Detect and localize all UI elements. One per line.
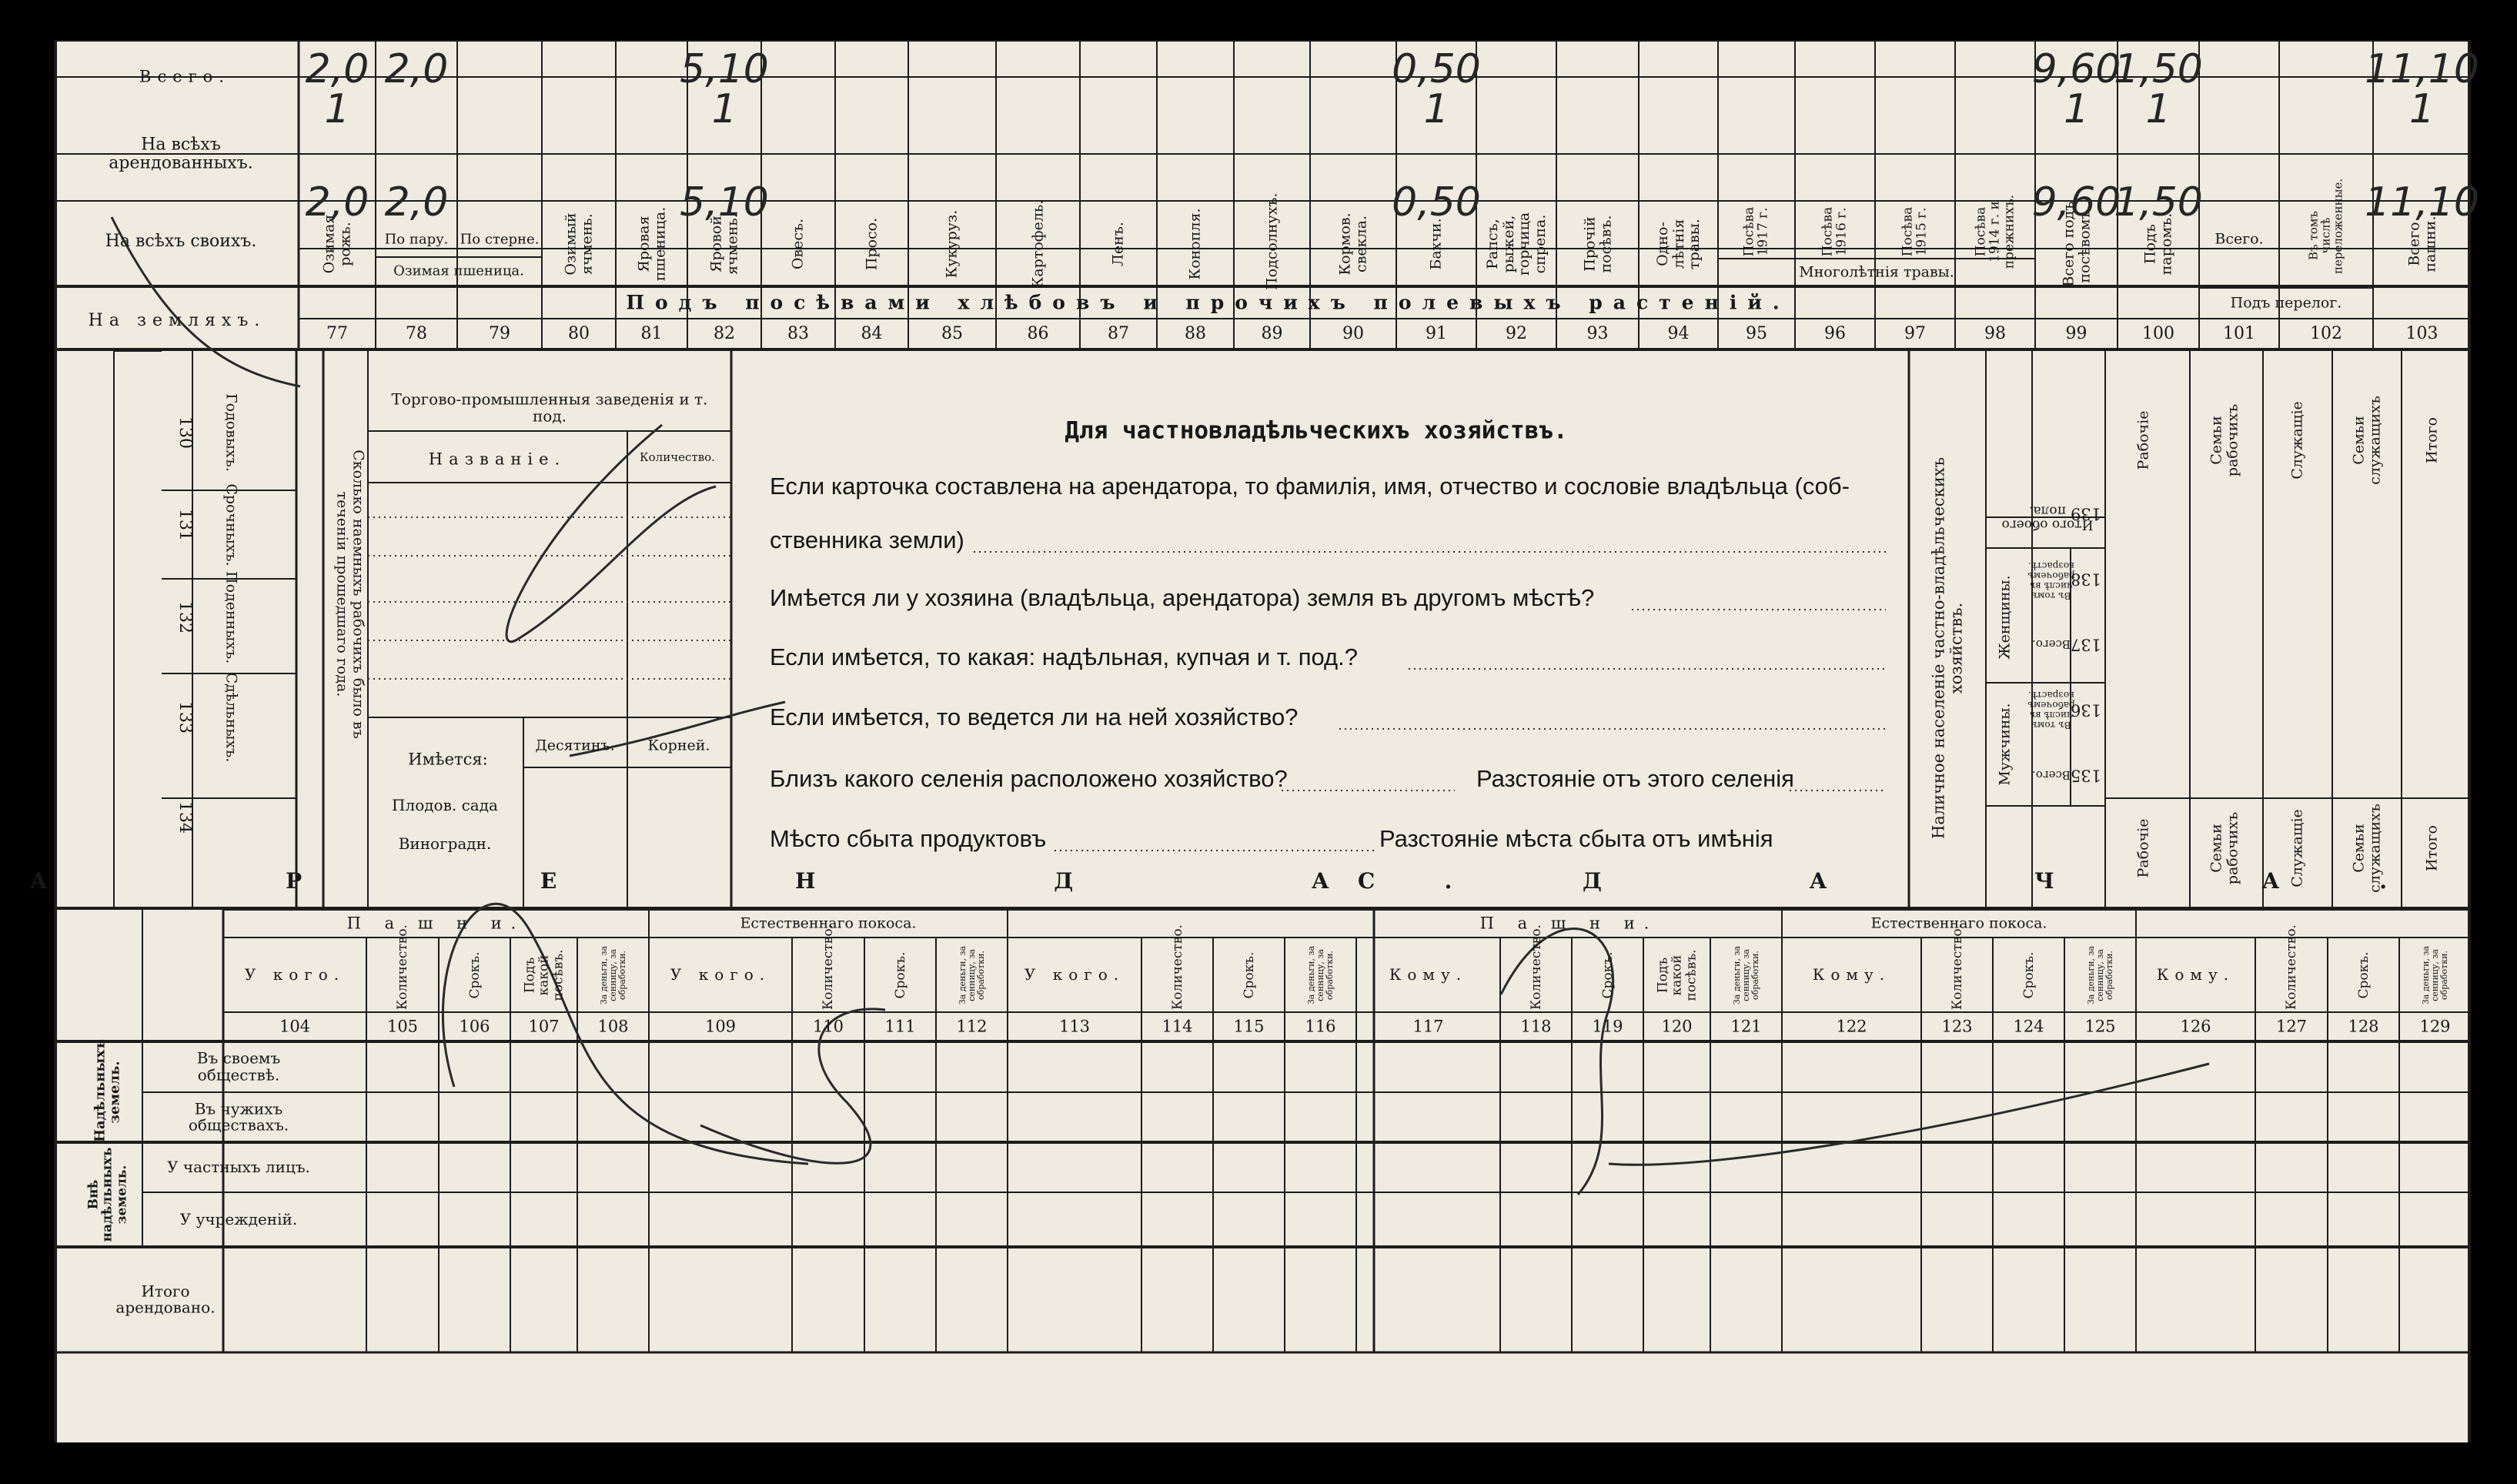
bottom-col-header-121: За деньги, за сенницу, за обработки. xyxy=(1731,945,1760,1004)
bottom-col-number-107: 107 xyxy=(528,1017,560,1036)
arenda-pokos: Естественнаго покоса. xyxy=(740,914,917,932)
population-col-bottom-4: Семьи служащихъ xyxy=(2350,804,2383,893)
handwritten-total-99: 9,60 xyxy=(2031,46,2121,92)
col-header-total-arable: Всего пашни. xyxy=(2405,215,2438,272)
bottom-col-header-116: За деньги, за сенницу, за обработки. xyxy=(1305,945,1335,1004)
bottom-col-header-127: Количество. xyxy=(2283,924,2299,1010)
col-number-79: 79 xyxy=(489,324,510,344)
col-header-spring-barley: Яровой ячмень. xyxy=(707,212,740,275)
col-header-grass-1917: Посѣва 1917 г. xyxy=(1741,206,1771,257)
col-number-89: 89 xyxy=(1261,324,1283,344)
col-header-fodder-beet: Кормов. свекла. xyxy=(1336,212,1369,276)
handwritten-total-91: 0,50 xyxy=(1392,46,1481,92)
handwritten-rented-103: 1 xyxy=(2408,86,2435,132)
garden-vineyard: Виноградн. xyxy=(398,834,492,854)
col-number-84: 84 xyxy=(861,324,883,344)
handwritten-own-77: 2,0 xyxy=(305,179,369,226)
bottom-col-number-104: 104 xyxy=(279,1017,311,1036)
col-number-102: 102 xyxy=(2310,324,2342,344)
bottom-col-header-112: За деньги, за сенницу, за обработки. xyxy=(957,945,986,1004)
trade-title: Торгово-промышленныя заведенiя и т. под. xyxy=(391,389,708,425)
col-header-grass-1914: Посѣва 1914 г. и прежнихъ. xyxy=(1973,194,2017,269)
bottom-col-header-105: Количество. xyxy=(394,924,410,1010)
private-q3: Если имѣется, то какая: надѣльная, купчая и т. под.? xyxy=(770,643,1358,670)
bottom-col-number-118: 118 xyxy=(1520,1017,1552,1036)
workers-number-1: 130 xyxy=(175,416,195,449)
bottom-col-header-117: Кому. xyxy=(1389,964,1468,984)
sdacha-header: С Д А Ч А. xyxy=(1357,867,2488,894)
col-number-77: 77 xyxy=(326,324,348,344)
handwritten-own-82: 5,10 xyxy=(680,179,769,226)
bottom-col-number-126: 126 xyxy=(2180,1017,2211,1036)
population-col-top-5: Итого xyxy=(2423,417,2441,463)
sdacha-pashni: П а ш н и. xyxy=(1479,914,1659,933)
col-header-wheat-stubble: По стерне. xyxy=(460,231,540,248)
col-number-96: 96 xyxy=(1824,324,1846,344)
bottom-col-header-125: За деньги, за сенницу, за обработки. xyxy=(2085,945,2114,1004)
col-number-99: 99 xyxy=(2065,324,2087,344)
row-other-society: Въ чужихъ обществахъ. xyxy=(188,1098,289,1135)
bottom-col-header-119: Срокъ. xyxy=(1599,951,1616,998)
row-institutions: У учрежденiй. xyxy=(179,1209,298,1228)
group-winter-wheat: Озимая пшеница. xyxy=(393,262,524,279)
population-num-138: 138 xyxy=(2070,570,2102,589)
bottom-col-number-114: 114 xyxy=(1162,1017,1193,1036)
bottom-col-header-120: Подъ какой посѣвъ. xyxy=(1654,948,1699,1001)
handwritten-own-100: 1,50 xyxy=(2114,179,2203,226)
population-men-total: Всего. xyxy=(2032,768,2071,783)
bottom-col-header-106: Срокъ. xyxy=(466,951,483,998)
row-label-total: Всего. xyxy=(139,67,230,86)
bottom-col-header-108: За деньги, за сенницу, за обработки. xyxy=(598,945,627,1004)
private-q6: Мѣсто сбыта продуктовъ xyxy=(770,825,1047,852)
garden-desyatin: Десятинъ. xyxy=(535,737,615,754)
bottom-col-header-109: У кого. xyxy=(670,964,771,984)
group-vne-nadel: Внѣ надѣльныхъ земель. xyxy=(85,1147,130,1242)
col-number-86: 86 xyxy=(1027,324,1049,344)
row-private: У частныхъ лицъ. xyxy=(167,1157,310,1176)
trade-name-header: Названiе. xyxy=(428,450,567,469)
population-col-top-4: Семьи служащихъ xyxy=(2350,396,2383,485)
garden-orchard: Плодов. сада xyxy=(392,796,498,815)
workers-number-4: 133 xyxy=(175,701,195,734)
bottom-col-header-128: Срокъ. xyxy=(2355,951,2372,998)
col-header-fallow: Подъ паромъ. xyxy=(2141,212,2174,275)
col-number-98: 98 xyxy=(1984,324,2006,344)
col-header-potato: Картофель. xyxy=(1029,199,1047,288)
bottom-col-header-113: У кого. xyxy=(1024,964,1125,984)
private-q5b: Разстоянiе отъ этого селенiя xyxy=(1476,765,1794,792)
population-col-top-2: Семьи рабочихъ xyxy=(2208,403,2241,477)
population-col-top-3: Служащiе xyxy=(2288,401,2306,480)
col-number-91: 91 xyxy=(1426,324,1447,344)
band-sown-crops: Подъ посѣвами хлѣбовъ и прочихъ полевыхъ растенiй. xyxy=(626,291,1790,314)
private-q1b: ственника земли) xyxy=(770,526,964,553)
col-header-hemp: Конопля. xyxy=(1186,208,1204,280)
bottom-col-number-120: 120 xyxy=(1661,1017,1693,1036)
col-header-rapeseed: Рапсъ, рыжей, горчица спрепа. xyxy=(1483,212,1549,276)
workers-number-5: 134 xyxy=(175,801,195,834)
bottom-col-header-123: Количество. xyxy=(1949,924,1965,1010)
group-perennial-grass: Многолѣтнiя травы. xyxy=(1799,263,1954,281)
col-header-annual-grass: Одно-лѣтнiя травы. xyxy=(1653,218,1703,269)
bottom-col-header-115: Срокъ. xyxy=(1241,951,1257,998)
bottom-col-header-104: У кого. xyxy=(244,964,346,984)
workers-label-2: Срочныхъ. xyxy=(222,483,240,567)
hired-workers-question: Сколько наемныхъ рабочихъ было въ теченiи прошедшаго года. xyxy=(334,450,367,739)
bottom-col-number-113: 113 xyxy=(1058,1017,1091,1036)
population-col-bottom-5: Итого xyxy=(2423,825,2441,871)
bottom-col-number-105: 105 xyxy=(386,1017,419,1036)
row-own-society: Въ своемъ обществѣ. xyxy=(196,1048,281,1084)
col-header-wheat-fallow: По пару. xyxy=(384,231,449,248)
col-header-grass-1915: Посѣва 1915 г. xyxy=(1900,206,1930,257)
col-header-millet: Просо. xyxy=(863,217,881,270)
group-fallow: Подъ перелог. xyxy=(2230,294,2342,312)
sdacha-pokos: Естественнаго покоса. xyxy=(1870,914,2047,932)
bottom-col-header-107: Подъ какой посѣвъ. xyxy=(521,948,566,1001)
row-label-own: На всѣхъ своихъ. xyxy=(105,232,257,252)
trade-qty-header: Количество. xyxy=(640,450,715,464)
col-number-83: 83 xyxy=(787,324,809,344)
garden-roots: Корней. xyxy=(647,737,710,754)
handwritten-own-91: 0,50 xyxy=(1392,179,1481,226)
handwritten-own-103: 11,10 xyxy=(2365,179,2479,226)
handwritten-total-82: 5,10 xyxy=(680,46,769,92)
handwritten-rented-100: 1 xyxy=(2145,86,2171,132)
col-number-85: 85 xyxy=(941,324,963,344)
handwritten-own-99: 9,60 xyxy=(2031,179,2121,226)
row-total-rented: Итого арендовано. xyxy=(115,1281,216,1317)
population-men: Мужчины. xyxy=(1996,703,2014,786)
workers-label-4: Сдѣльныхъ. xyxy=(222,672,240,763)
population-women-total: Всего. xyxy=(2032,637,2071,652)
col-header-corn: Кукуруз. xyxy=(943,209,961,278)
bottom-col-number-125: 125 xyxy=(2084,1017,2116,1036)
row-label-rented: На всѣхъ арендованныхъ. xyxy=(109,135,253,172)
handwritten-own-78: 2,0 xyxy=(384,179,449,226)
col-number-78: 78 xyxy=(406,324,427,344)
bottom-col-number-117: 117 xyxy=(1412,1017,1444,1036)
col-header-sunflower: Подсолнухъ. xyxy=(1263,192,1281,290)
bottom-col-number-108: 108 xyxy=(597,1017,629,1036)
bottom-col-number-109: 109 xyxy=(704,1017,737,1036)
col-number-101: 101 xyxy=(2223,324,2255,344)
col-number-94: 94 xyxy=(1667,324,1690,344)
col-number-100: 100 xyxy=(2142,324,2174,344)
col-header-oats: Овесъ. xyxy=(789,218,807,269)
bottom-col-header-114: Количество. xyxy=(1169,924,1185,1010)
handwritten-total-77: 2,0 xyxy=(305,46,369,92)
population-col-bottom-3: Служащiе xyxy=(2288,809,2306,887)
bottom-col-number-116: 116 xyxy=(1305,1017,1336,1036)
cancel-stroke xyxy=(1501,924,1616,1195)
col-number-87: 87 xyxy=(1108,324,1129,344)
bottom-col-header-129: За деньги, за сенницу, за обработки. xyxy=(2420,945,2449,1004)
population-women-working: Въ томъ числѣ въ рабочемъ возрастѣ. xyxy=(2027,560,2075,601)
bottom-col-number-110: 110 xyxy=(812,1017,844,1036)
population-title: Наличное населенiе частно-владѣльческихъ хозяйствъ. xyxy=(1929,456,1965,840)
col-header-fallow-converted: Въ томъ числѣ переложенные. xyxy=(2306,178,2346,274)
col-number-97: 97 xyxy=(1904,324,1926,344)
bottom-col-header-126: Кому. xyxy=(2156,964,2235,984)
private-q1: Если карточка составлена на арендатора, то фамилiя, имя, отчество и сословiе владѣльца (соб- xyxy=(770,473,1850,500)
population-num-137: 137 xyxy=(2070,635,2102,654)
col-number-90: 90 xyxy=(1342,324,1364,344)
workers-label-1: Годовыхъ. xyxy=(222,393,240,472)
private-q5: Близъ какого селенiя расположено хозяйство? xyxy=(770,765,1288,792)
col-header-grass-1916: Посѣва 1916 г. xyxy=(1820,206,1850,257)
bottom-col-number-122: 122 xyxy=(1836,1017,1867,1036)
population-num-139: 139 xyxy=(2070,504,2102,523)
bottom-col-number-129: 129 xyxy=(2419,1017,2451,1036)
col-header-flax: Ленъ. xyxy=(1109,221,1127,266)
private-q4: Если имѣется, то ведется ли на ней хозяйство? xyxy=(770,704,1299,730)
arenda-header: А Р Е Н Д А. xyxy=(29,867,1568,894)
private-title: Для частновладѣльческихъ хозяйствъ. xyxy=(1065,416,1568,445)
bottom-col-number-128: 128 xyxy=(2348,1017,2379,1036)
col-number-88: 88 xyxy=(1185,324,1206,344)
handwritten-total-78: 2,0 xyxy=(384,46,449,92)
col-header-rye: Озимая рожь. xyxy=(320,214,353,273)
population-col-bottom-1: Рабочiе xyxy=(2134,818,2152,878)
bottom-col-number-124: 124 xyxy=(2013,1017,2044,1036)
col-header-total-fallow: Всего. xyxy=(2214,230,2264,248)
population-women: Женщины. xyxy=(1996,575,2014,660)
bottom-col-number-111: 111 xyxy=(884,1017,916,1036)
handwritten-rented-77: 1 xyxy=(324,86,350,132)
workers-number-3: 132 xyxy=(175,601,195,633)
handwritten-rented-91: 1 xyxy=(1423,86,1449,132)
population-col-top-1: Рабочiе xyxy=(2134,410,2152,470)
col-header-melons: Бахчи. xyxy=(1427,217,1445,270)
bottom-col-header-124: Срокъ. xyxy=(2021,951,2037,998)
row-label-on-lands: На земляхъ. xyxy=(88,311,266,331)
bottom-col-header-110: Количество. xyxy=(820,924,836,1010)
col-number-95: 95 xyxy=(1746,324,1767,344)
bottom-col-number-123: 123 xyxy=(1941,1017,1973,1036)
bottom-col-number-106: 106 xyxy=(459,1017,490,1036)
col-number-82: 82 xyxy=(714,324,735,344)
col-number-81: 81 xyxy=(640,324,663,344)
bottom-col-number-121: 121 xyxy=(1730,1017,1762,1036)
arenda-pashni: П а ш н и. xyxy=(346,914,526,933)
bottom-col-number-112: 112 xyxy=(956,1017,988,1036)
bottom-col-header-111: Срокъ. xyxy=(892,951,908,998)
population-total-both: Итого обоего пола. xyxy=(2001,503,2094,533)
form-grid xyxy=(54,40,2471,1442)
workers-number-2: 131 xyxy=(175,509,195,541)
population-col-bottom-2: Семьи рабочихъ xyxy=(2208,811,2241,885)
col-number-80: 80 xyxy=(568,324,590,344)
cancel-stroke xyxy=(1609,1064,2209,1165)
bottom-col-number-115: 115 xyxy=(1233,1017,1265,1036)
handwritten-rented-99: 1 xyxy=(2063,86,2090,132)
workers-label-3: Поденныхъ. xyxy=(222,571,240,664)
bottom-col-header-118: Количество. xyxy=(1528,924,1544,1010)
col-number-92: 92 xyxy=(1506,324,1527,344)
col-header-total-sown: Всего подъ посѣвомъ. xyxy=(2059,200,2093,287)
col-header-other-crop: Прочiй посѣвъ. xyxy=(1580,214,1614,273)
col-number-103: 103 xyxy=(2405,324,2438,344)
col-header-winter-barley: Озимый ячмень. xyxy=(562,212,595,276)
bottom-col-number-119: 119 xyxy=(1592,1017,1623,1036)
private-q6b: Разстоянiе мѣста сбыта отъ имѣнiя xyxy=(1379,825,1773,852)
garden-has: Имѣется: xyxy=(408,750,488,769)
bottom-col-number-127: 127 xyxy=(2275,1017,2308,1036)
handwritten-total-103: 11,10 xyxy=(2365,46,2479,92)
col-number-93: 93 xyxy=(1586,324,1609,344)
col-header-spring-wheat: Яровая пшеница. xyxy=(634,206,668,281)
private-q2: Имѣется ли у хозяина (владѣльца, арендатора) земля въ другомъ мѣстѣ? xyxy=(770,584,1595,611)
population-num-136: 136 xyxy=(2070,700,2102,720)
population-num-135: 135 xyxy=(2070,766,2102,785)
group-nadel: Надѣльныхъ земель. xyxy=(92,1038,123,1142)
census-card xyxy=(29,40,2488,1442)
population-men-working: Въ томъ числѣ въ рабочемъ возрастѣ. xyxy=(2027,690,2075,730)
handwritten-total-100: 1,50 xyxy=(2114,46,2203,92)
handwritten-rented-82: 1 xyxy=(711,86,737,132)
bottom-col-header-122: Кому. xyxy=(1812,964,1891,984)
